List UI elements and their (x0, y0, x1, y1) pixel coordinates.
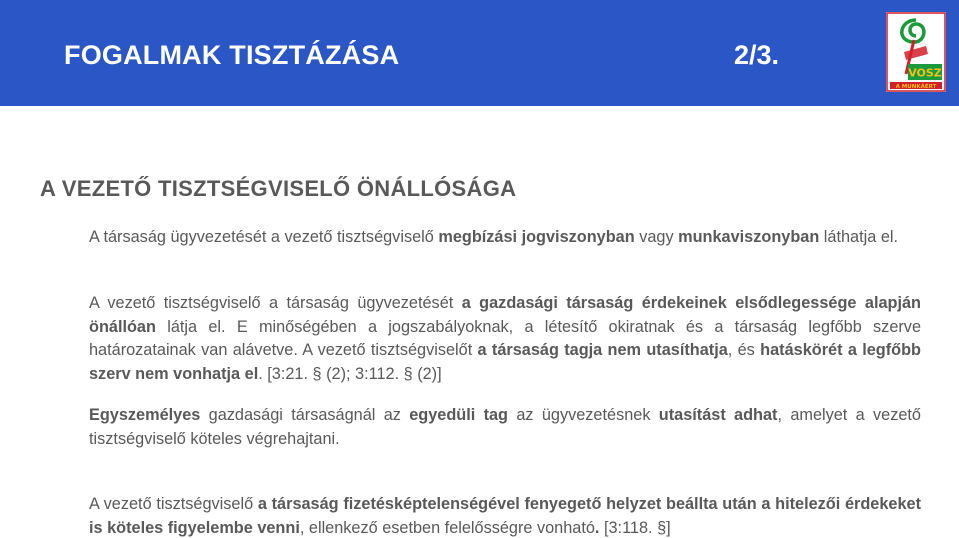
bold-text-run: a társaság fizetésképtelenségével fenyegető helyzet beállta után a hitelezői érdekeket is köteles figyelembe venni (89, 495, 921, 537)
bold-text-run: egyedüli tag (409, 406, 509, 424)
paragraph-independence (89, 292, 926, 386)
vosz-logo (886, 12, 946, 92)
text-run: , ellenkező esetben felelősségre vonható (299, 518, 595, 537)
slide-page-number: 2/3. (734, 40, 780, 70)
text-run: gazdasági társaságnál az (200, 406, 410, 424)
logo-vosz-text: VOSZ (908, 66, 942, 80)
paragraph-insolvency (89, 493, 921, 538)
text-run: [3:118. §] (599, 518, 671, 537)
bold-text-run: . (594, 518, 600, 537)
text-run: A vezető tisztségviselő (89, 495, 258, 513)
text-run: A vezető tisztségviselő a társaság ügyvezetését (89, 294, 462, 312)
logo-munkaert-text: A MUNKÁÉRT (895, 84, 937, 90)
bold-text-run: megbízási jogviszonyban (438, 228, 635, 246)
vosz-logo-icon (886, 12, 946, 92)
text-run: A társaság ügyvezetését a vezető tisztségviselő (89, 228, 439, 246)
section-heading: A VEZETŐ TISZTSÉGVISELŐ ÖNÁLLÓSÁGA (40, 176, 517, 201)
bold-text-run: Egyszemélyes (89, 406, 201, 424)
paragraph-single-member (89, 404, 926, 451)
slide-title: FOGALMAK TISZTÁZÁSA (64, 40, 400, 70)
bold-text-run: a társaság tagja nem utasíthatja (477, 341, 728, 359)
bold-text-run: hatáskörét a legfőbb szerv nem vonhatja el (89, 341, 921, 383)
bold-text-run: utasítást adhat (658, 406, 778, 424)
text-run: , amelyet a vezető tisztségviselő köteles végrehajtani. (89, 406, 926, 448)
text-run: vagy (634, 228, 679, 246)
text-run: az ügyvezetésnek (508, 406, 659, 424)
text-run: . [3:21. § (2); 3:112. § (2)] (258, 364, 442, 383)
text-run: , és (727, 341, 761, 359)
header-band (0, 0, 959, 106)
bold-text-run: a gazdasági társaság érdekeinek elsődlegessége alapján önállóan (89, 294, 921, 336)
bold-text-run: munkaviszonyban (678, 228, 820, 246)
text-run: láthatja el. (819, 228, 899, 246)
text-run: látja el. E minőségében a jogszabályoknak, a létesítő okiratnak és a társaság legfőbb szerve határozatainak van alávetve. A vezető tisztségviselőt (89, 317, 926, 359)
paragraph-employment (89, 226, 921, 250)
